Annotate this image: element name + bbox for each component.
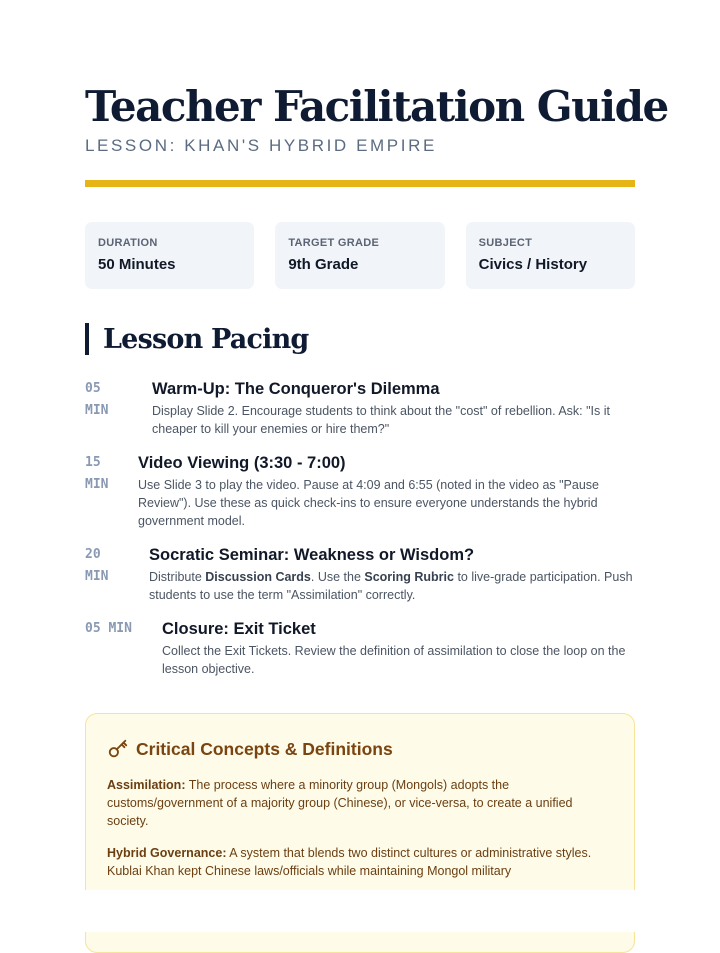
pacing-description: Collect the Exit Tickets. Review the definition of assimilation to close the loop on the lesson objective. [162,644,626,676]
pacing-body [149,544,635,604]
desc-text: to live-grade participation. Push students to use the term "Assimilation" correctly. [149,570,633,602]
pacing-title: Socratic Seminar: Weakness or Wisdom? [149,546,475,564]
pacing-title: Video Viewing (3:30 - 7:00) [138,454,346,472]
page-bottom-margin [0,890,720,932]
pacing-time [85,544,108,588]
lesson-pacing-heading [85,322,308,356]
pacing-description: Use Slide 3 to play the video. Pause at 4:09 and 6:55 (noted in the video as "Pause Review"). Use these as quick check-ins to ensure everyone understands the hybrid government model. [138,478,599,528]
scoring-rubric-term: Scoring Rubric [364,570,454,584]
time-unit: MIN [85,403,109,418]
pacing-body [138,452,635,530]
pacing-time [85,378,108,422]
desc-text: . Use the [310,570,365,584]
key-icon [107,738,129,760]
discussion-cards-term: Discussion Cards [205,570,311,584]
desc-text: Distribute [149,570,206,584]
pacing-description [149,568,635,604]
pacing-body [152,378,634,438]
pacing-body [162,618,635,678]
concepts-title: Critical Concepts & Definitions [136,738,393,759]
info-cards [85,222,635,289]
pacing-title: Closure: Exit Ticket [162,620,316,638]
section-title: Lesson Pacing [103,323,309,355]
accent-divider [85,180,635,187]
definition-term: Hybrid Governance: [107,846,227,860]
pacing-title: Warm-Up: The Conqueror's Dilemma [152,380,440,398]
pacing-time: 05 MIN [85,621,132,636]
card-value: 50 Minutes [98,256,176,273]
definition-hybrid-governance [107,844,613,880]
page-title: Teacher Facilitation Guide [85,82,668,131]
time-unit: MIN [85,477,109,492]
definition-term: Assimilation: [107,778,186,792]
time-unit: MIN [85,569,109,584]
time-number: 20 [85,547,101,562]
pacing-description: Display Slide 2. Encourage students to think about the "cost" of rebellion. Ask: "Is it cheaper to kill your enemies or hire them?" [152,404,611,436]
subject-card [466,222,635,289]
pacing-time [85,452,108,496]
lesson-subtitle: LESSON: KHAN'S HYBRID EMPIRE [85,136,437,155]
time-number: 15 [85,455,101,470]
definition-assimilation [107,776,613,830]
definition-text: The process where a minority group (Mongols) adopts the customs/government of a majority group (Chinese), or vice-versa, to create a unified society. [107,778,573,828]
heading-bar [85,323,89,355]
concepts-heading [107,736,613,762]
card-value: 9th Grade [288,256,359,273]
card-label: DURATION [98,237,158,249]
duration-card [85,222,254,289]
card-value: Civics / History [478,256,588,273]
card-label: SUBJECT [478,237,533,249]
target-grade-card [275,222,444,289]
time-number: 05 [85,381,101,396]
definition-text: A system that blends two distinct cultures or administrative styles. Kublai Khan kept Chinese laws/officials while maintaining Mongol military [107,846,592,878]
card-label: TARGET GRADE [288,237,380,249]
